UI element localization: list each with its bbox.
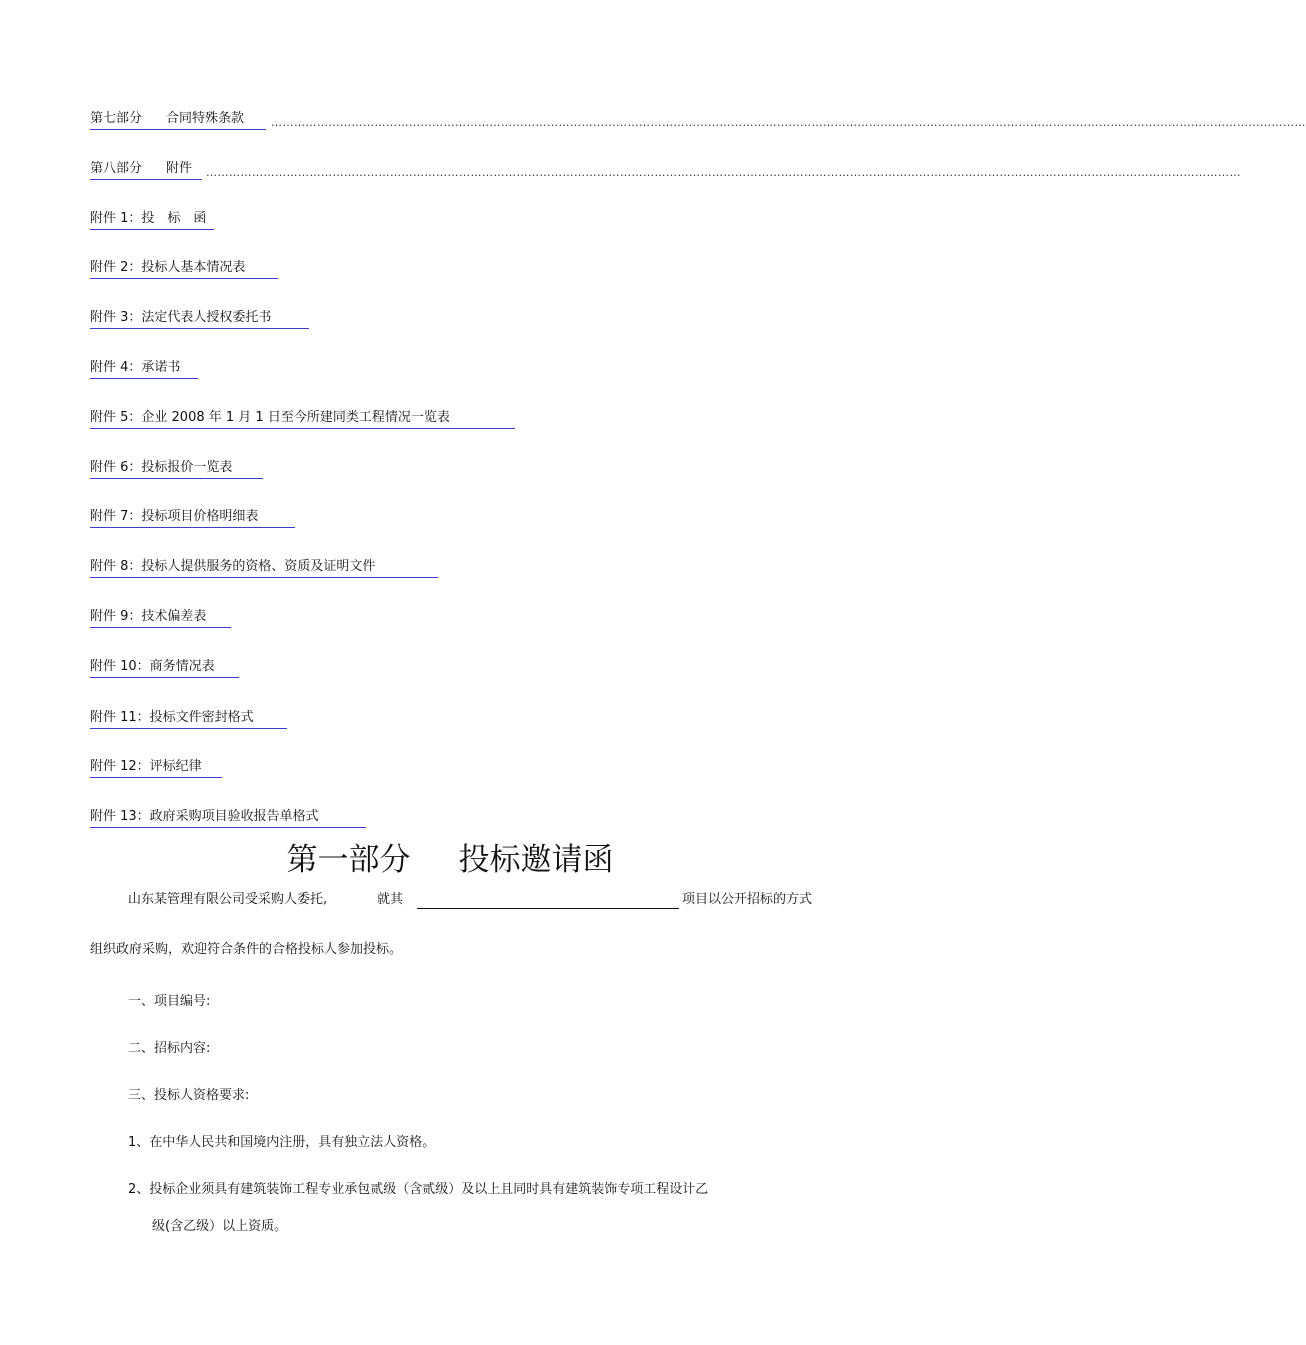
requirement-2a: 2、投标企业须具有建筑装饰工程专业承包贰级（含贰级）及以上且同时具有建筑装饰专项工程设计乙 <box>128 1182 709 1197</box>
toc-part7-link[interactable] <box>90 110 266 130</box>
toc-part8[interactable] <box>90 160 202 180</box>
toc-attachment-12[interactable] <box>90 758 222 778</box>
intro-text-d: 组织政府采购，欢迎符合条件的合格投标人参加投标。 <box>90 942 403 957</box>
project-name-blank <box>417 908 679 909</box>
intro-text-b: 就其 <box>377 892 404 907</box>
toc-part7[interactable] <box>90 110 266 130</box>
toc-part8-number: 第八部分 <box>90 161 143 176</box>
toc-attachment-2[interactable] <box>90 259 278 279</box>
toc-part7-dot-leader: ……………………………………………………………………………………………………………………………………………………………………………………………………………………………………………… <box>271 116 1306 129</box>
toc-part7-number: 第七部分 <box>90 111 143 126</box>
item-project-number: 一、项目编号: <box>128 994 211 1009</box>
item-tender-content: 二、招标内容: <box>128 1041 211 1056</box>
toc-attachment-7[interactable] <box>90 508 295 528</box>
requirement-1: 1、在中华人民共和国境内注册，具有独立法人资格。 <box>128 1135 436 1150</box>
intro-text-a: 山东某管理有限公司受采购人委托, <box>128 892 328 907</box>
attachment-link[interactable]: 附件 3：法定代表人授权委托书 <box>90 309 309 329</box>
attachment-link[interactable]: 附件 11：投标文件密封格式 <box>90 709 287 729</box>
attachment-link[interactable]: 附件 7：投标项目价格明细表 <box>90 508 295 528</box>
requirement-2b: 级(含乙级）以上资质。 <box>152 1219 288 1234</box>
section-title: 投标邀请函 <box>458 842 614 878</box>
section-heading <box>0 840 900 880</box>
toc-attachment-10[interactable] <box>90 658 239 678</box>
attachment-link[interactable]: 附件 2：投标人基本情况表 <box>90 259 278 279</box>
toc-attachment-6[interactable] <box>90 459 263 479</box>
intro-text-c: 项目以公开招标的方式 <box>682 892 813 907</box>
toc-attachment-13[interactable] <box>90 808 366 828</box>
toc-attachment-8[interactable] <box>90 558 438 578</box>
toc-attachment-11[interactable] <box>90 709 287 729</box>
toc-part8-dot-leader: ……………………………………………………………………………………………………………………………………………………………………………………………………………………………………………… <box>206 166 1241 179</box>
toc-attachment-5[interactable] <box>90 409 515 429</box>
attachment-link[interactable]: 附件 8：投标人提供服务的资格、资质及证明文件 <box>90 558 438 578</box>
attachment-link[interactable]: 附件 5：企业 2008 年 1 月 1 日至今所建同类工程情况一览表 <box>90 409 515 429</box>
attachment-link[interactable]: 附件 12：评标纪律 <box>90 758 222 778</box>
item-qualification: 三、投标人资格要求: <box>128 1088 250 1103</box>
toc-attachment-3[interactable] <box>90 309 309 329</box>
section-number: 第一部分 <box>286 842 411 878</box>
attachment-link[interactable]: 附件 10：商务情况表 <box>90 658 239 678</box>
toc-part7-title: 合同特殊条款 <box>166 111 245 126</box>
toc-attachment-9[interactable] <box>90 608 231 628</box>
toc-attachment-4[interactable] <box>90 359 198 379</box>
toc-attachment-1[interactable] <box>90 210 214 230</box>
attachment-link[interactable]: 附件 13：政府采购项目验收报告单格式 <box>90 808 366 828</box>
attachment-link[interactable]: 附件 9：技术偏差表 <box>90 608 231 628</box>
toc-part8-title: 附件 <box>166 161 193 176</box>
attachment-link[interactable]: 附件 6：投标报价一览表 <box>90 459 263 479</box>
attachment-link[interactable]: 附件 4：承诺书 <box>90 359 198 379</box>
attachment-link[interactable]: 附件 1：投 标 函 <box>90 210 214 230</box>
toc-part8-link[interactable] <box>90 160 202 180</box>
